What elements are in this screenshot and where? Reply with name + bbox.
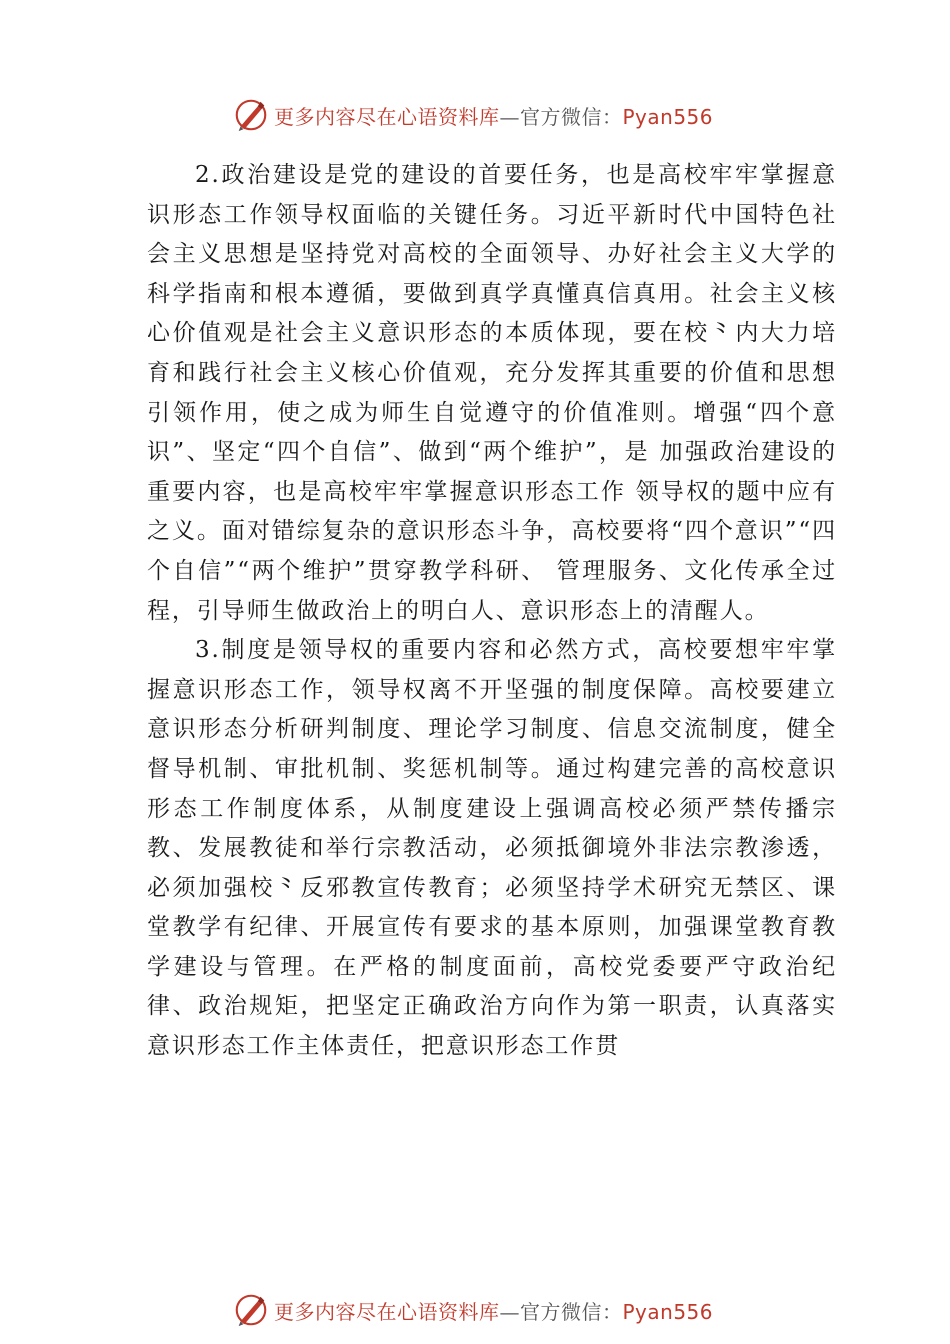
header-banner (232, 95, 752, 135)
header-banner-text (274, 101, 713, 130)
site-name: 更多内容尽在心语资料库 (274, 104, 500, 129)
footer-banner-text (274, 1296, 713, 1325)
wechat-id: Pyan556 (622, 1299, 714, 1324)
paragraph-political-construction: 2.政治建设是党的建设的首要任务，也是高校牢牢掌握意识形态工作领导权面临的关键任务。习近平新时代中国特色社会主义思想是坚持党对高校的全面领导、办好社会主义大学的科学指南和根本遵循，要做到真学真懂真信真用。社会主义核心价值观是社会主义意识形态的本质体现，要在校⺀内大力培育和践行社会主义核心价值观，充分发挥其重要的价值和思想引领作用，使之成为师生自觉遵守的价值准则。增强“四个意识”、坚定“四个自信”、做到“两个维护”，是 加强政治建设的重要内容，也是高校牢牢掌握意识形态工作 领导权的题中应有之义。面对错综复杂的意识形态斗争，高校要将“四个意识”“四个自信”“两个维护”贯穿教学科研、 管理服务、文化传承全过程，引导师生做政治上的明白人、意识形态上的清醒人。 (147, 162, 837, 624)
footer-banner (232, 1290, 752, 1330)
wechat-id: Pyan556 (622, 104, 714, 129)
banner-dash: — (499, 1299, 520, 1324)
wechat-label: 官方微信： (520, 1299, 623, 1324)
document-body (147, 156, 837, 1067)
banner-dash: — (499, 104, 520, 129)
paragraph-institutional-system: 3.制度是领导权的重要内容和必然方式，高校要想牢牢掌握意识形态工作，领导权离不开坚强的制度保障。高校要建立意识形态分析研判制度、理论学习制度、信息交流制度，健全督导机制、审批机制、奖惩机制等。通过构建完善的高校意识形态工作制度体系，从制度建设上强调高校必须严禁传播宗教、发展教徒和举行宗教活动，必须抵御境外非法宗教渗透，必须加强校⺀反邪教宣传教育；必须坚持学术研究无禁区、课堂教学有纪律、开展宣传有要求的基本原则，加强课堂教育教学建设与管理。在严格的制度面前，高校党委要严守政治纪律、政治规矩，把坚定正确政治方向作为第一职责，认真落实意识形态工作主体责任，把意识形态工作贯 (147, 637, 837, 1060)
pen-circle-logo-icon (232, 1291, 270, 1329)
wechat-label: 官方微信： (520, 104, 623, 129)
pen-circle-logo-icon (232, 96, 270, 134)
site-name: 更多内容尽在心语资料库 (274, 1299, 500, 1324)
